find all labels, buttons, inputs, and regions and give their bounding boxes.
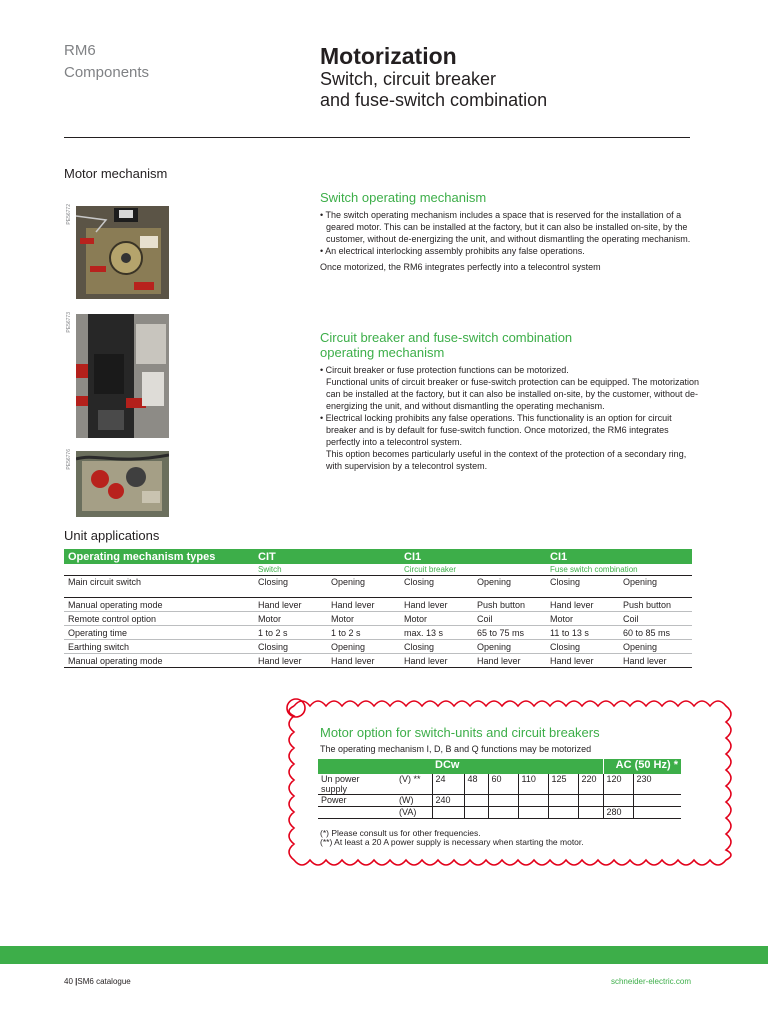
page-number: 40 <box>64 977 73 986</box>
dc-label: DCw <box>432 759 603 774</box>
footer-green-bar <box>0 946 768 964</box>
table-cell: Opening <box>473 576 546 598</box>
unit-applications-heading: Unit applications <box>64 528 160 543</box>
switch-note: Once motorized, the RM6 integrates perfectly into a telecontrol system <box>320 262 601 272</box>
photo-ref-3: PE56776 <box>66 449 72 470</box>
table-cell: Motor <box>400 612 473 626</box>
table-cell: Coil <box>473 612 546 626</box>
table-cell: 110 <box>518 774 548 795</box>
va-value: 280 <box>603 807 633 819</box>
switch-mechanism-text <box>320 209 700 273</box>
w-unit: (W) <box>396 795 432 807</box>
table-subheader-cell: Switch <box>254 564 400 576</box>
footnote-1: (*) Please consult us for other frequencies. <box>320 828 481 838</box>
table-cell <box>64 564 254 576</box>
footer-page-info <box>64 977 131 986</box>
table-cell <box>578 807 603 819</box>
fuse-switch-mechanism-photo <box>76 451 169 517</box>
page-subtitle-line2: and fuse-switch combination <box>320 90 548 110</box>
table-cell: 60 to 85 ms <box>619 626 692 640</box>
table-cell: 11 to 13 s <box>546 626 619 640</box>
table-cell <box>633 807 681 819</box>
table-cell <box>548 807 578 819</box>
table-cell <box>633 795 681 807</box>
ac-label-cell <box>603 759 681 774</box>
table-cell: Closing <box>546 576 619 598</box>
breaker-paragraph-2: This option becomes particularly useful in the context of the protection of a secondary ring, with supervision by a telecontrol system. <box>326 449 687 471</box>
table-row <box>318 807 681 819</box>
table-cell <box>488 795 518 807</box>
document-category <box>64 40 149 84</box>
footer-website-link[interactable]: schneider-electric.com <box>610 977 691 986</box>
table-row <box>318 795 681 807</box>
table-cell <box>518 795 548 807</box>
photo-ref-2: PE56773 <box>66 312 72 333</box>
table-cell <box>318 759 396 774</box>
catalogue-name: SM6 catalogue <box>77 977 131 986</box>
supply-label <box>318 774 396 795</box>
table-cell <box>318 807 396 819</box>
breaker-title-line2: operating mechanism <box>320 345 445 360</box>
table-row <box>64 598 692 612</box>
table-cell: Remote control option <box>64 612 254 626</box>
supply-unit: (V) ** <box>396 774 432 795</box>
table-subheader-cell: Fuse switch combination <box>546 564 692 576</box>
photo-ref-1: PE56772 <box>66 204 72 225</box>
table-cell <box>396 759 432 774</box>
table-subheader-cell: Circuit breaker <box>400 564 546 576</box>
table-cell: Manual operating mode <box>64 654 254 668</box>
table-cell: Push button <box>473 598 546 612</box>
table-cell: max. 13 s <box>400 626 473 640</box>
table-cell <box>578 795 603 807</box>
table-header-cell: Operating mechanism types <box>64 549 254 564</box>
table-cell: Coil <box>619 612 692 626</box>
table-header-cell: CI1 <box>546 549 692 564</box>
section-name: Components <box>64 64 150 81</box>
table-cell: Opening <box>327 640 400 654</box>
table-row <box>64 640 692 654</box>
table-cell: Earthing switch <box>64 640 254 654</box>
table-row <box>64 654 692 668</box>
footnote-2: (**) At least a 20 A power supply is necessary when starting the motor. <box>320 837 584 847</box>
table-cell: Motor <box>546 612 619 626</box>
table-cell: Opening <box>327 576 400 598</box>
table-cell: Opening <box>619 576 692 598</box>
motor-option-header-row <box>318 759 681 774</box>
table-cell <box>518 807 548 819</box>
table-cell <box>464 807 488 819</box>
table-cell: 24 <box>432 774 464 795</box>
switch-mechanism-photo <box>76 206 169 299</box>
table-cell <box>432 807 464 819</box>
supply-label-line2: supply <box>321 784 348 794</box>
table-cell: 1 to 2 s <box>327 626 400 640</box>
table-cell: Operating time <box>64 626 254 640</box>
switch-bullet-1: • The switch operating mechanism includes a space that is reserved for the installation of a geared motor. This can be installed at the factory, but it can also be installed on-site, by the customer, without de-energizing the unit, and without dismantling the operating mechanism. <box>320 210 691 244</box>
breaker-mechanism-text <box>320 364 700 472</box>
table-cell: Closing <box>400 576 473 598</box>
table-cell: Closing <box>400 640 473 654</box>
table-cell: 1 to 2 s <box>254 626 327 640</box>
table-cell: Hand lever <box>619 654 692 668</box>
breaker-bullet-2: • Electrical locking prohibits any false operations. This functionality is an option for circuit breaker and is by default for fuse-switch function. Once motorized, the RM6 integrates perfectly into a telecontrol system. <box>320 413 672 447</box>
table-cell: 220 <box>578 774 603 795</box>
motor-mechanism-heading: Motor mechanism <box>64 166 168 181</box>
table-subheader-row <box>64 564 692 576</box>
table-header-row <box>64 549 692 564</box>
ac-footnote-mark: * <box>673 759 678 771</box>
w-value: 240 <box>432 795 464 807</box>
motor-option-table <box>318 759 681 819</box>
switch-bullet-2: • An electrical interlocking assembly prohibits any false operations. <box>320 246 585 256</box>
breaker-mechanism-title <box>320 330 572 360</box>
table-row <box>64 612 692 626</box>
header-divider <box>64 137 690 138</box>
table-cell: Motor <box>254 612 327 626</box>
table-cell: Main circuit switch <box>64 576 254 598</box>
breaker-paragraph-1: Functional units of circuit breaker or fuse-switch protection can be equipped. The motorization can be installed at the factory, but it can also be installed on-site, by the customer, without de-energizing the unit, and without dismantling the operating mechanism. <box>326 377 700 411</box>
footer-divider: | <box>75 977 78 986</box>
breaker-bullet-1: • Circuit breaker or fuse protection functions can be motorized. <box>320 365 569 375</box>
table-cell <box>548 795 578 807</box>
circuit-breaker-mechanism-photo <box>76 314 169 438</box>
ac-label: AC (50 Hz) <box>615 759 671 771</box>
table-row <box>318 774 681 795</box>
table-cell: Hand lever <box>473 654 546 668</box>
page-subtitle-line1: Switch, circuit breaker <box>320 69 497 89</box>
table-cell: Motor <box>327 612 400 626</box>
table-cell: Hand lever <box>254 598 327 612</box>
table-header-cell: CIT <box>254 549 400 564</box>
breaker-title-line1: Circuit breaker and fuse-switch combination <box>320 330 573 345</box>
table-cell: Push button <box>619 598 692 612</box>
supply-label-line1: Un power <box>321 774 360 784</box>
table-cell <box>603 795 633 807</box>
table-cell: Closing <box>254 640 327 654</box>
table-cell <box>488 807 518 819</box>
page-subtitle <box>320 69 547 111</box>
table-cell: Hand lever <box>546 598 619 612</box>
table-cell: 125 <box>548 774 578 795</box>
table-cell: Hand lever <box>546 654 619 668</box>
table-cell: Hand lever <box>254 654 327 668</box>
table-cell: Opening <box>619 640 692 654</box>
motor-option-title: Motor option for switch-units and circuit breakers <box>320 725 600 740</box>
table-cell: 120 <box>603 774 633 795</box>
va-unit: (VA) <box>396 807 432 819</box>
table-row <box>64 626 692 640</box>
table-cell: 48 <box>464 774 488 795</box>
table-header-cell: CI1 <box>400 549 546 564</box>
unit-applications-table <box>64 549 692 668</box>
motor-option-note: The operating mechanism I, D, B and Q functions may be motorized <box>320 744 592 754</box>
table-cell: Hand lever <box>327 654 400 668</box>
page-title: Motorization <box>320 43 457 69</box>
table-cell: Hand lever <box>400 598 473 612</box>
table-cell: 65 to 75 ms <box>473 626 546 640</box>
switch-mechanism-title: Switch operating mechanism <box>320 190 487 205</box>
table-cell: Manual operating mode <box>64 598 254 612</box>
product-name: RM6 <box>64 42 96 59</box>
power-label: Power <box>318 795 396 807</box>
table-row <box>64 576 692 598</box>
table-cell <box>464 795 488 807</box>
table-cell: Hand lever <box>400 654 473 668</box>
table-cell: Closing <box>254 576 327 598</box>
table-cell: Closing <box>546 640 619 654</box>
table-cell: Hand lever <box>327 598 400 612</box>
table-cell: 60 <box>488 774 518 795</box>
table-cell: 230 <box>633 774 681 795</box>
table-cell: Opening <box>473 640 546 654</box>
